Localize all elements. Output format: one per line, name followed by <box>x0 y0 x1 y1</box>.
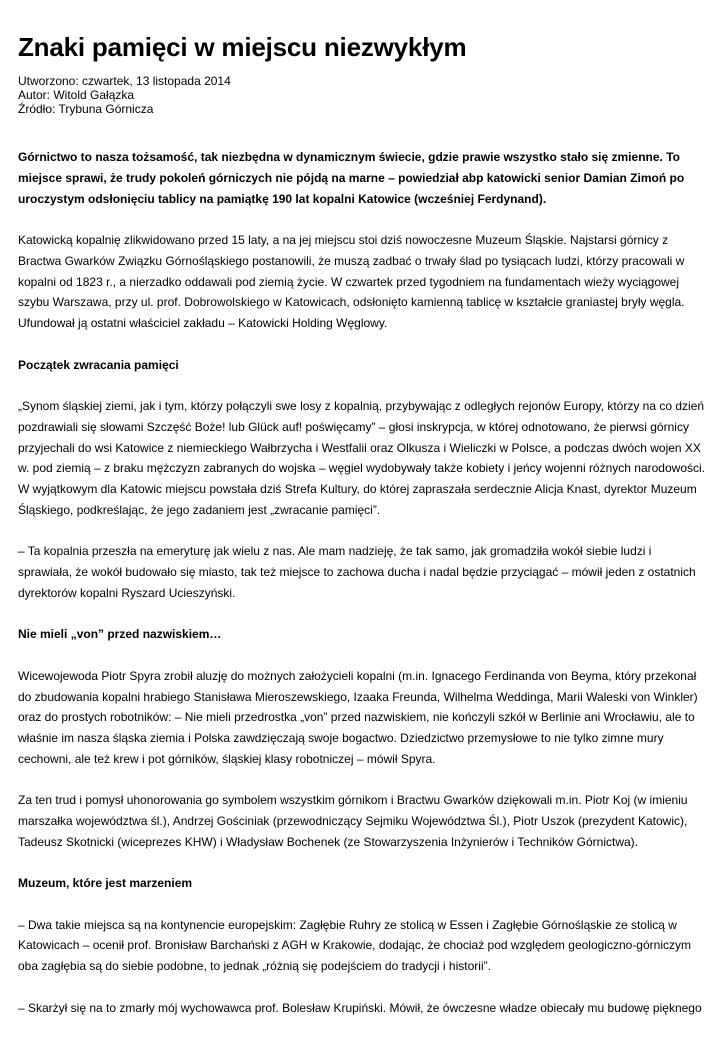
paragraph: Za ten trud i pomysł uhonorowania go symbolem wszystkim górnikom i Bractwu Gwarków dziękowali m.in. Piotr Koj (w imieniu marszałka województwa śl.), Andrzej Gościniak (przewodniczący Sejmiku Województwa Śl.), Piotr Uszok (prezydent Katowic), Tadeusz Skotnicki (wiceprezes KHW) i Władysław Bochenek (ze Stowarzyszenia Inżynierów i Techników Górnictwa). <box>18 793 688 849</box>
source: Źródło: Trybuna Górnicza <box>18 102 154 116</box>
section-heading: Muzeum, które jest marzeniem <box>18 876 193 891</box>
section-heading: Początek zwracania pamięci <box>18 357 179 372</box>
paragraph: – Dwa takie miejsca są na kontynencie europejskim: Zagłębie Ruhry ze stolicą w Essen i Zagłębie Górnośląskie ze stolicą w Katowicach – ocenił prof. Bronisław Barchański z AGH w Krakowie, dodając, że chociaż pod względem geologiczno-górniczym oba zagłębia są do siebie podobne, to jednak „różnią się podejściem do tradycji i historii”. <box>18 917 691 974</box>
article-title: Znaki pamięci w miejscu niezwykłym <box>18 32 467 62</box>
paragraph: „Synom śląskiej ziemi, jak i tym, którzy połączyli swe losy z kopalnią, przybywając z odległych rejonów Europy, którzy na co dzień pozdrawiali się słowami Szczęść Boże! lub Glück auf! poświęcamy” – głosi inskrypcja, w której odnotowano, że pierwsi górnicy przyjechali do wsi Katowice z niemieckiego Wałbrzycha i Westfalii oraz Olkusza i Wieliczki w Polsce, a podczas dwóch wojen XX w. pod ziemią – z braku mężczyzn zabranych do wojska – węgiel wydobywały także kobiety i jeńcy wojenni różnych narodowości. W wyjątkowym dla Katowic miejscu powstała dziś Strefa Kultury, do której zapraszała serdecznie Alicja Knast, dyrektor Muzeum Śląskiego, podkreślając, że jego zadaniem jest „zwracanie pamięci”. <box>18 398 705 517</box>
lead-paragraph: Górnictwo to nasza tożsamość, tak niezbędna w dynamicznym świecie, gdzie prawie wszystko stało się zmienne. To miejsce sprawi, że trudy pokoleń górniczych nie pójdą na marne – powiedział abp katowicki senior Damian Zimoń po uroczystym odsłonięciu tablicy na pamiątkę 190 lat kopalni Katowice (wcześniej Ferdynand). <box>18 150 685 206</box>
section-heading: Nie mieli „von” przed nazwiskiem… <box>18 627 222 642</box>
paragraph: – Ta kopalnia przeszła na emeryturę jak wielu z nas. Ale mam nadzieję, że tak samo, jak gromadziła wokół siebie ludzi i sprawiała, że wokół budowało się miasto, tak też miejsce to zachowa ducha i nadal będzie przyciągać – mówił jeden z ostatnich dyrektorów kopalni Ryszard Ucieszyński. <box>18 544 696 600</box>
article-meta <box>18 74 708 116</box>
paragraph: Wicewojewoda Piotr Spyra zrobił aluzję do możnych założycieli kopalni (m.in. Ignacego Ferdinanda von Beyma, który przekonał do zbudowania kopalni hrabiego Stanisława Mieroszewskiego, Izaaka Freunda, Wilhelma Weddinga, Marii Waleski von Winkler) oraz do prostych robotników: – Nie mieli przedrostka „von” przed nazwiskiem, nie kończyli szkół w Berlinie ani Wrocławiu, ale to właśnie im nasza śląska ziemia i Polska zawdzięczają swoje bogactwo. Dziedzictwo przemysłowe to nie tylko zimne mury cechowni, ale też krew i pot górników, śląskiej klasy robotniczej – mówił Spyra. <box>18 668 698 766</box>
paragraph: – Skarżył się na to zmarły mój wychowawca prof. Bolesław Krupiński. Mówił, że ówczesne władze obiecały mu budowę pięknego <box>18 1000 702 1015</box>
article-page <box>18 30 708 1039</box>
author: Autor: Witold Gałązka <box>18 88 135 102</box>
paragraph: Katowicką kopalnię zlikwidowano przed 15 laty, a na jej miejscu stoi dziś nowoczesne Muzeum Śląskie. Najstarsi górnicy z Bractwa Gwarków Związku Górnośląskiego postanowili, że muszą zadbać o trwały ślad po tysiącach ludzi, którzy pracowali w kopalni od 1823 r., a nierzadko oddawali pod ziemią życie. W czwartek przed tygodniem na fundamentach wieży wyciągowej szybu Warszawa, przy ul. prof. Dobrowolskiego w Katowicach, odsłonięto kamienną tablicę w kształcie graniastej bryły węgla. Ufundował ją ostatni właściciel zakładu – Katowicki Holding Węglowy. <box>18 232 685 331</box>
article-body <box>18 147 708 1018</box>
created-date: Utworzono: czwartek, 13 listopada 2014 <box>18 74 231 88</box>
